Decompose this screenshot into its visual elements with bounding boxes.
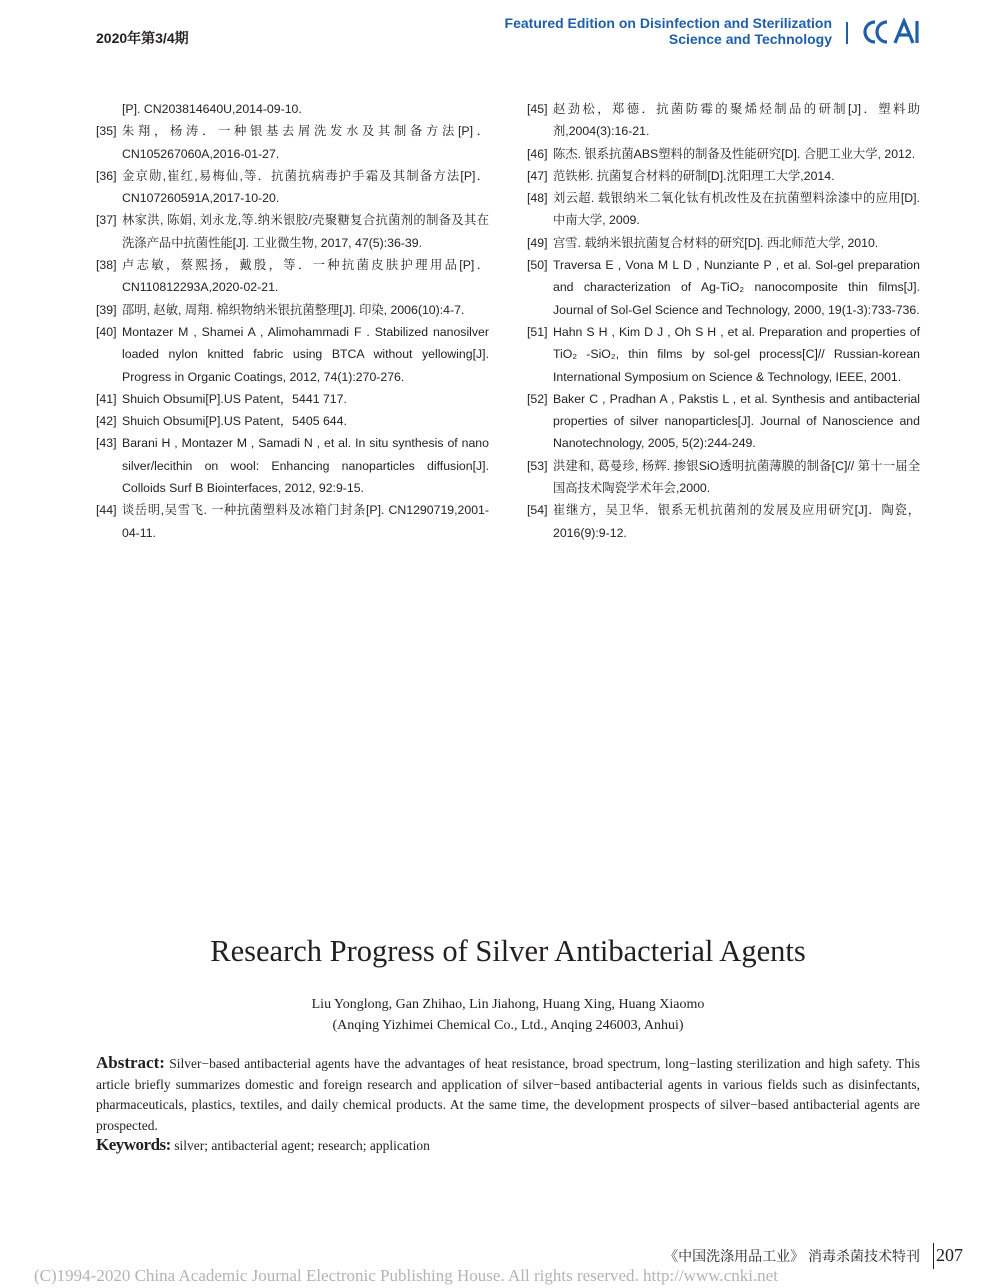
reference-number: [41] xyxy=(96,391,117,406)
reference-item xyxy=(527,165,920,187)
reference-text: 刘云超. 载银纳米二氧化钛有机改性及在抗菌塑料涂漆中的应用[D]. 中南大学, 2009. xyxy=(553,191,920,228)
reference-number: [51] xyxy=(527,324,548,339)
authors: Liu Yonglong, Gan Zhihao, Lin Jiahong, Huang Xing, Huang Xiaomo xyxy=(311,997,705,1012)
reference-text: 崔继方，吴卫华．银系无机抗菌剂的发展及应用研究[J]．陶瓷，2016(9):9-12. xyxy=(553,503,920,540)
reference-text: Shuich Obsumi[P].US Patent，5405 644. xyxy=(122,414,347,429)
reference-item xyxy=(96,209,489,254)
reference-number: [36] xyxy=(96,168,117,183)
reference-number: [49] xyxy=(527,235,548,250)
reference-number: [44] xyxy=(96,503,117,518)
reference-text: Hahn S H , Kim D J , Oh S H , et al. Preparation and properties of TiO₂ -SiO₂, thin films by sol-gel process[C]// Russian-korean International Symposium on Science & Technology, IEEE, 2001. xyxy=(553,324,920,384)
reference-number: [37] xyxy=(96,213,117,228)
reference-number: [52] xyxy=(527,391,548,406)
keywords-text: silver; antibacterial agent; research; application xyxy=(174,1138,430,1153)
reference-item xyxy=(96,499,489,544)
reference-item xyxy=(527,254,920,321)
reference-item xyxy=(527,187,920,232)
reference-text: 陈杰. 银系抗菌ABS塑料的制备及性能研究[D]. 合肥工业大学, 2012. xyxy=(553,146,916,161)
reference-item xyxy=(527,455,920,500)
reference-text: 谈岳明,吴雪飞. 一种抗菌塑料及冰箱门封条[P]. CN1290719,2001-04-11. xyxy=(122,503,489,540)
reference-text: Barani H , Montazer M , Samadi N , et al. In situ synthesis of nano silver/lecithin on wool: Enhancing nanoparticles diffusion[J]. Colloids Surf B Biointerfaces, 2012, 92:9-15. xyxy=(122,436,489,496)
abstract-text: Silver−based antibacterial agents have the advantages of heat resistance, broad spectrum, long−lasting sterilization and high safety. This article briefly summarizes domestic and foreign research and application of silver−based antibacterial agents in various fields such as disinfectants, pharmaceuticals, plastics, textiles, and daily chemical products. At the same time, the development prospects of silver−based antibacterial agents are prospected. xyxy=(96,1056,920,1133)
reference-item xyxy=(527,143,920,165)
reference-text: Traversa E , Vona M L D , Nunziante P , et al. Sol-gel preparation and characterization of Ag-TiO₂ nanocomposite thin films[J]. Journal of Sol-Gel Science and Technology, 2000, 19(1-3):733-736. xyxy=(553,258,920,317)
abstract xyxy=(96,1053,920,1136)
ccai-logo xyxy=(862,18,920,46)
reference-item xyxy=(96,321,489,388)
reference-text: [P]. CN203814640U,2014-09-10. xyxy=(122,102,302,116)
reference-item xyxy=(96,388,489,410)
reference-number: [40] xyxy=(96,324,117,339)
reference-text: 赵劲松，郑德．抗菌防霉的聚烯烃制品的研制[J]．塑料助剂,2004(3):16-21. xyxy=(553,102,920,139)
reference-text: 邵明, 赵敏, 周翔. 棉织物纳米银抗菌整理[J]. 印染, 2006(10):4-7. xyxy=(122,302,465,317)
reference-item xyxy=(527,232,920,254)
reference-number: [42] xyxy=(96,414,117,429)
reference-number: [47] xyxy=(527,168,548,183)
reference-number: [50] xyxy=(527,258,548,273)
abstract-label: Abstract: xyxy=(96,1053,165,1072)
reference-text: 朱翔，杨涛．一种银基去屑洗发水及其制备方法[P]．CN105267060A,2016-01-27. xyxy=(122,124,489,161)
reference-item xyxy=(96,254,489,299)
page-number: 207 xyxy=(936,1245,963,1265)
reference-number: [48] xyxy=(527,191,548,206)
affiliation: (Anqing Yizhimei Chemical Co., Ltd., Anqing 246003, Anhui) xyxy=(332,1018,684,1033)
reference-item xyxy=(96,410,489,432)
footer-separator xyxy=(933,1243,934,1269)
reference-item xyxy=(96,165,489,210)
reference-item xyxy=(527,499,920,544)
reference-number: [43] xyxy=(96,436,117,451)
references-left-column xyxy=(96,98,489,544)
reference-item xyxy=(527,388,920,455)
author-block xyxy=(0,994,1000,1036)
reference-text: 洪建和, 葛曼珍, 杨辉. 掺银SiO透明抗菌薄膜的制备[C]// 第十一届全国高技术陶瓷学术年会,2000. xyxy=(553,458,920,496)
reference-text: Montazer M , Shamei A , Alimohammadi F . Stabilized nanosilver loaded nylon knitted fabric using BTCA without yellowing[J]. Progress in Organic Coatings, 2012, 74(1):270-276. xyxy=(122,324,489,384)
featured-edition-title xyxy=(505,15,832,47)
reference-number: [35] xyxy=(96,124,117,139)
reference-text: 金京勋,崔红,易梅仙,等．抗菌抗病毒护手霜及其制备方法[P]．CN107260591A,2017-10-20. xyxy=(122,168,489,206)
keywords-label: Keywords: xyxy=(96,1135,171,1154)
reference-number: [46] xyxy=(527,146,548,161)
footer-journal-name: 《中国洗涤用品工业》 消毒杀菌技术特刊 xyxy=(664,1248,920,1264)
reference-text: 卢志敏，蔡熙扬，戴殷，等．一种抗菌皮肤护理用品[P]．CN110812293A,2020-02-21. xyxy=(122,258,489,295)
reference-text: 宫雪. 载纳米银抗菌复合材料的研究[D]. 西北师范大学, 2010. xyxy=(553,235,879,250)
reference-text: 林家洪, 陈娟, 刘永龙,等.纳米银胶/壳聚糖复合抗菌剂的制备及其在洗涤产品中抗菌性能[J]. 工业微生物, 2017, 47(5):36-39. xyxy=(122,213,489,250)
logo-glyphs xyxy=(865,21,917,43)
reference-number: [39] xyxy=(96,302,117,317)
issue-label: 2020年第3/4期 xyxy=(96,30,189,46)
reference-text: Shuich Obsumi[P].US Patent，5441 717. xyxy=(122,391,347,406)
featured-line-1: Featured Edition on Disinfection and Sterilization xyxy=(504,15,832,31)
reference-item xyxy=(527,321,920,388)
featured-line-2: Science and Technology xyxy=(668,31,832,47)
reference-item xyxy=(96,98,489,120)
paper-title: Research Progress of Silver Antibacterial Agents xyxy=(210,934,806,968)
reference-number: [45] xyxy=(527,102,548,116)
reference-item xyxy=(96,432,489,499)
reference-item xyxy=(527,98,920,143)
reference-text: Baker C , Pradhan A , Pakstis L , et al. Synthesis and antibacterial properties of silver nanoparticles[J]. Journal of Nanoscience and Nanotechnology, 2005, 5(2):244-249. xyxy=(553,391,920,451)
header-separator xyxy=(846,22,848,44)
reference-number: [53] xyxy=(527,458,548,473)
reference-text: 范铁彬. 抗菌复合材料的研制[D].沈阳理工大学,2014. xyxy=(553,168,835,183)
reference-item xyxy=(96,120,489,165)
copyright-watermark: (C)1994-2020 China Academic Journal Electronic Publishing House. All rights reserved. http://www.cnki.net xyxy=(34,1266,778,1285)
reference-number: [38] xyxy=(96,258,117,273)
reference-number: [54] xyxy=(527,503,548,518)
reference-item xyxy=(96,299,489,321)
keywords xyxy=(96,1134,920,1157)
references-right-column xyxy=(527,98,920,544)
